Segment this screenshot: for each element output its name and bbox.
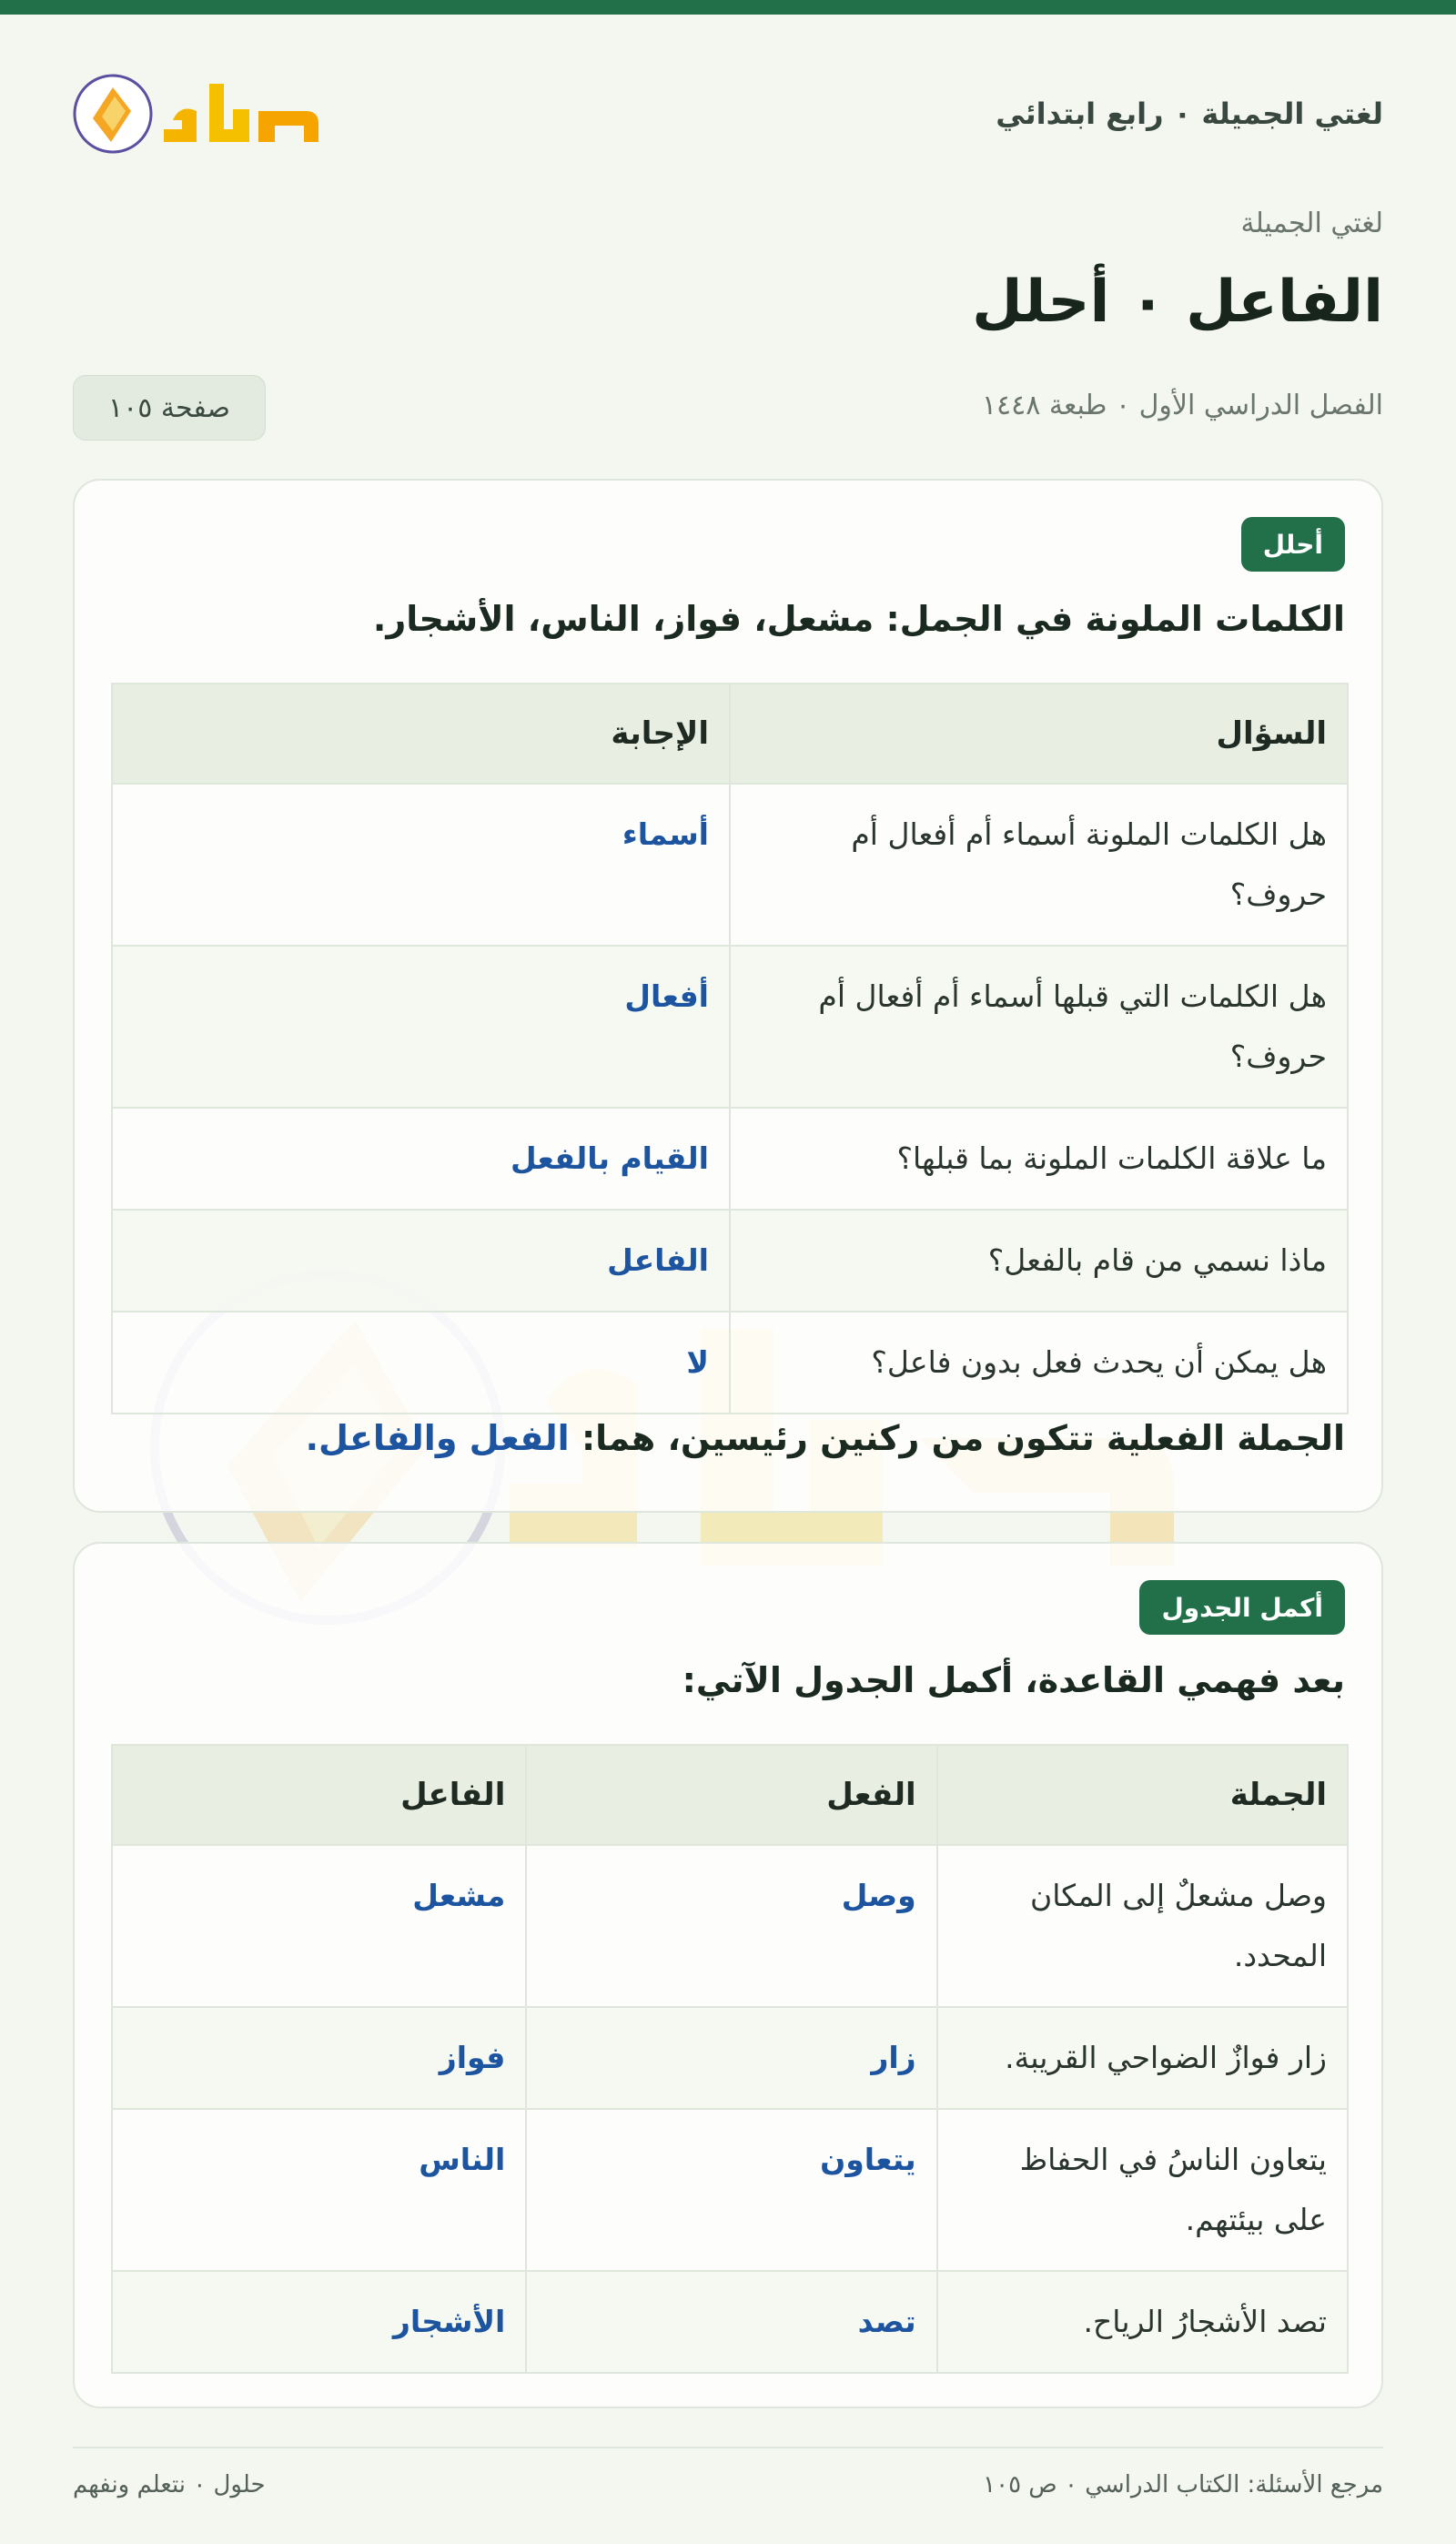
sentence-cell: وصل مشعلٌ إلى المكان المحدد. [937, 1845, 1348, 2007]
footer-reference: مرجع الأسئلة: الكتاب الدراسي ٠ ص ١٠٥ [983, 2471, 1383, 2498]
footer-divider [73, 2447, 1383, 2448]
table-row [112, 2007, 1348, 2109]
verb-cell: يتعاون [526, 2109, 936, 2271]
analyze-heading: الكلمات الملونة في الجمل: مشعل، فواز، الناس، الأشجار. [372, 599, 1345, 639]
table-row [112, 2109, 1348, 2271]
answer-cell: القيام بالفعل [112, 1108, 730, 1210]
analyze-card [73, 479, 1383, 1513]
verb-cell: زار [526, 2007, 936, 2109]
table-row [112, 1108, 1348, 1210]
sentence-cell: زار فوازٌ الضواحي القريبة. [937, 2007, 1348, 2109]
header-title: لغتي الجميلة ٠ رابع ابتدائي [996, 96, 1383, 131]
column-header-answer: الإجابة [112, 684, 730, 784]
completion-table [111, 1744, 1349, 2374]
rule-note-text: الجملة الفعلية تتكون من ركنين رئيسين، هما: [581, 1418, 1345, 1458]
footer-brand: حلول ٠ نتعلم ونفهم [73, 2471, 266, 2498]
complete-table-card [73, 1542, 1383, 2408]
page-header [73, 64, 1383, 164]
answer-cell: أسماء [112, 784, 730, 946]
semester-meta: الفصل الدراسي الأول ٠ طبعة ١٤٤٨ [981, 390, 1383, 421]
rule-note [306, 1418, 1345, 1458]
subject-cell: مشعل [112, 1845, 526, 2007]
complete-table-heading: بعد فهمي القاعدة، أكمل الجدول الآتي: [682, 1660, 1345, 1700]
table-row [112, 2271, 1348, 2373]
breadcrumb: لغتي الجميلة [1240, 208, 1383, 239]
question-cell: ماذا نسمي من قام بالفعل؟ [730, 1210, 1348, 1312]
table-row [112, 784, 1348, 946]
question-cell: هل الكلمات الملونة أسماء أم أفعال أم حروف؟ [730, 784, 1348, 946]
rule-note-highlight: الفعل والفاعل. [305, 1418, 570, 1458]
column-header-question: السؤال [730, 684, 1348, 784]
verb-cell: وصل [526, 1845, 936, 2007]
table-row [112, 946, 1348, 1108]
question-cell: ما علاقة الكلمات الملونة بما قبلها؟ [730, 1108, 1348, 1210]
subject-cell: الأشجار [112, 2271, 526, 2373]
column-header-verb: الفعل [526, 1745, 936, 1845]
complete-table-tag: أكمل الجدول [1139, 1580, 1345, 1635]
verb-cell: تصد [526, 2271, 936, 2373]
table-row [112, 1845, 1348, 2007]
page-number-badge: صفحة ١٠٥ [73, 375, 266, 441]
table-header-row [112, 1745, 1348, 1845]
analyze-tag: أحلل [1241, 517, 1345, 572]
question-cell: هل يمكن أن يحدث فعل بدون فاعل؟ [730, 1312, 1348, 1414]
answer-cell: أفعال [112, 946, 730, 1108]
sentence-cell: يتعاون الناسُ في الحفاظ على بيئتهم. [937, 2109, 1348, 2271]
table-row [112, 1210, 1348, 1312]
analysis-table [111, 683, 1349, 1414]
halool-logo [73, 64, 328, 164]
sentence-cell: تصد الأشجارُ الرياح. [937, 2271, 1348, 2373]
column-header-sentence: الجملة [937, 1745, 1348, 1845]
question-cell: هل الكلمات التي قبلها أسماء أم أفعال أم حروف؟ [730, 946, 1348, 1108]
page-title: الفاعل ٠ أحلل [972, 269, 1383, 336]
subject-cell: فواز [112, 2007, 526, 2109]
answer-cell: لا [112, 1312, 730, 1414]
subject-cell: الناس [112, 2109, 526, 2271]
column-header-subject: الفاعل [112, 1745, 526, 1845]
top-accent-bar [0, 0, 1456, 15]
table-row [112, 1312, 1348, 1414]
table-header-row [112, 684, 1348, 784]
answer-cell: الفاعل [112, 1210, 730, 1312]
